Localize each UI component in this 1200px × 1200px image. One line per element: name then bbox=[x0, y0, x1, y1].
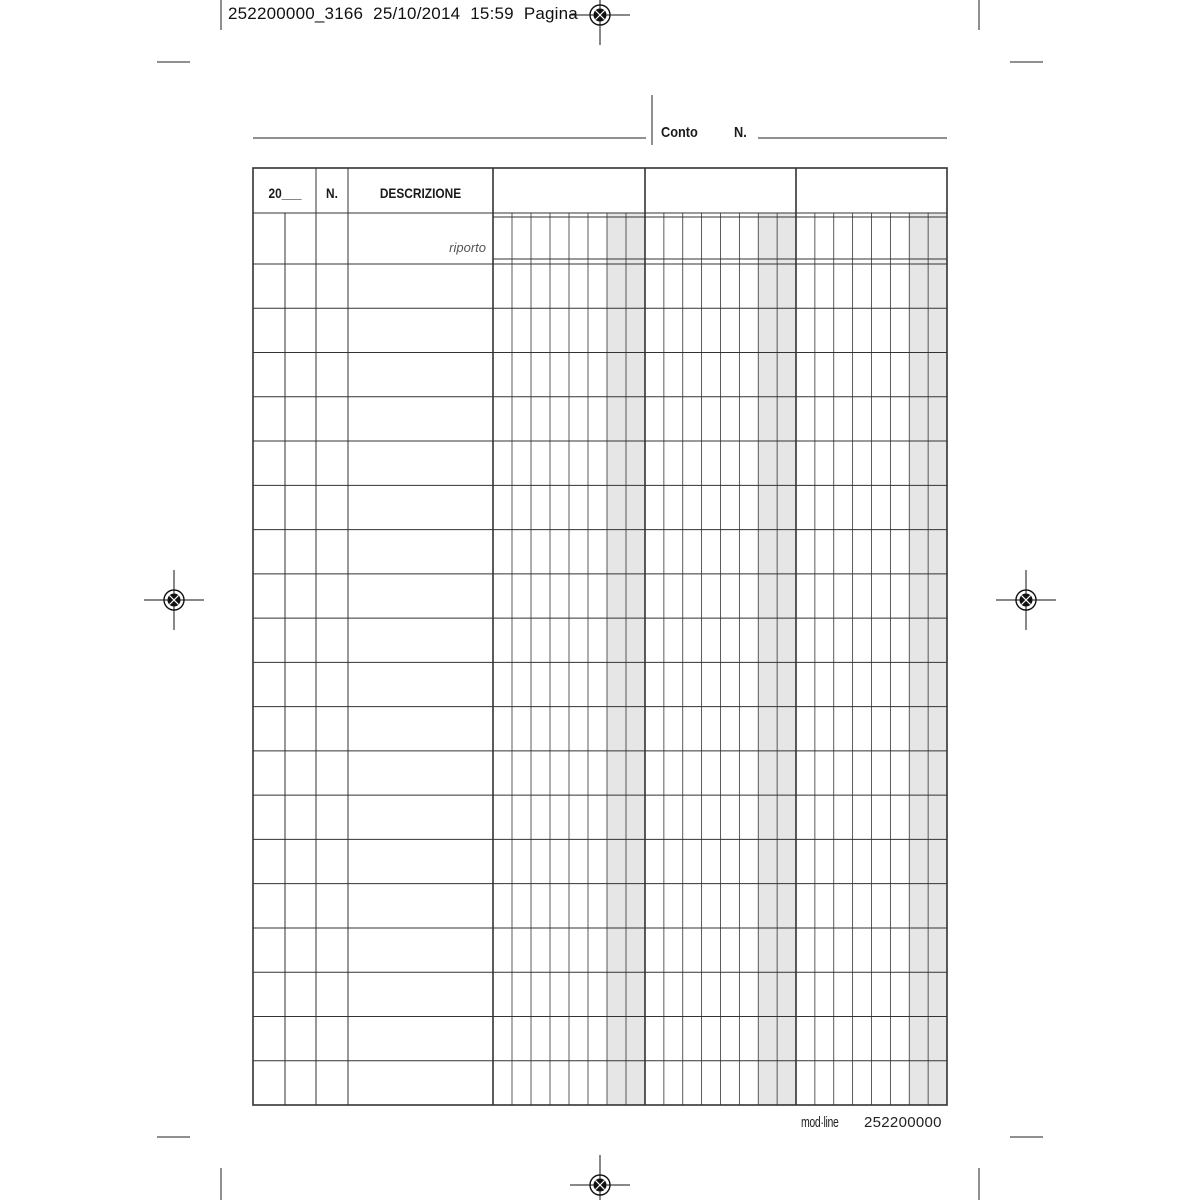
year-header: 20___ bbox=[268, 185, 302, 201]
product-code: 252200000 bbox=[864, 1114, 942, 1131]
registration-mark bbox=[570, 0, 630, 45]
account-lines bbox=[253, 95, 947, 145]
description-header: DESCRIZIONE bbox=[379, 185, 462, 201]
registration-mark bbox=[570, 1155, 630, 1200]
brand-logo: mod·line bbox=[801, 1114, 839, 1131]
number-header: N. bbox=[326, 185, 338, 201]
registration-mark bbox=[996, 570, 1056, 630]
slug-file: 252200000_3166 bbox=[228, 4, 364, 23]
account-number-label: N. bbox=[734, 124, 747, 141]
conto-label: Conto bbox=[661, 124, 698, 141]
registration-mark bbox=[144, 570, 204, 630]
slug-page-word: Pagina bbox=[523, 4, 578, 23]
slug-date: 25/10/2014 bbox=[373, 4, 461, 23]
ledger-table bbox=[253, 168, 947, 1105]
carry-forward-label: riporto bbox=[449, 240, 486, 255]
slug-time: 15:59 bbox=[470, 4, 514, 23]
